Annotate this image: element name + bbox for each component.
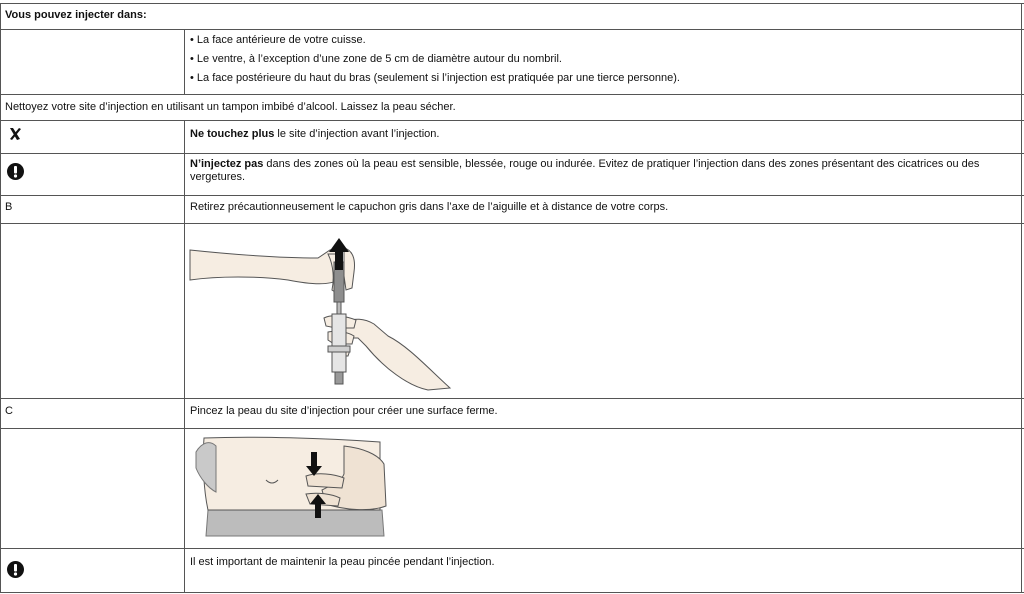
row-divider [0, 195, 1024, 196]
row-divider [0, 94, 1024, 95]
skin-pinch-illustration [194, 432, 390, 538]
step-instruction: Retirez précautionneusement le capuchon gris dans l’axe de l’aiguille et à distance de votre corps. [190, 201, 669, 213]
clean-instruction: Nettoyez votre site d’injection en utilisant un tampon imbibé d’alcool. Laissez la peau sécher. [5, 101, 456, 113]
list-item: • La face postérieure du haut du bras (seulement si l’injection est pratiquée par une tierce personne). [190, 72, 680, 84]
row-divider [0, 548, 1024, 549]
warning-bold: N’injectez pas [190, 158, 264, 170]
cross-icon [8, 127, 22, 141]
table-border-top [0, 3, 1024, 4]
column-divider [184, 29, 185, 95]
list-item: • La face antérieure de votre cuisse. [190, 34, 366, 46]
pinch-note: Il est important de maintenir la peau pincée pendant l’injection. [190, 556, 495, 568]
table-border-bottom [0, 592, 1024, 593]
step-instruction: Pincez la peau du site d’injection pour créer une surface ferme. [190, 405, 498, 417]
warning-no-inject [190, 158, 1018, 184]
warning-text: le site d’injection avant l’injection. [274, 128, 440, 140]
row-divider [0, 428, 1024, 429]
exclamation-icon [7, 561, 24, 578]
cap-removal-illustration [188, 228, 458, 393]
row-divider [0, 398, 1024, 399]
list-item: • Le ventre, à l’exception d’une zone de 5 cm de diamètre autour du nombril. [190, 53, 562, 65]
step-label: C [5, 405, 13, 417]
row-divider [0, 223, 1024, 224]
table-border-right [1021, 3, 1022, 593]
exclamation-icon [7, 163, 24, 180]
warning-text: dans des zones où la peau est sensible, blessée, rouge ou indurée. Evitez de pratiquer l’injection dans des zones présentant des cicatrices ou des vergetures. [190, 158, 980, 183]
table-border-left [0, 3, 1, 593]
row-divider [0, 153, 1024, 154]
row-divider [0, 29, 1024, 30]
step-label: B [5, 201, 13, 213]
section-title: Vous pouvez injecter dans: [5, 9, 147, 21]
warning-no-touch [190, 127, 439, 142]
warning-bold: Ne touchez plus [190, 128, 275, 140]
row-divider [0, 120, 1024, 121]
column-divider [184, 120, 185, 593]
